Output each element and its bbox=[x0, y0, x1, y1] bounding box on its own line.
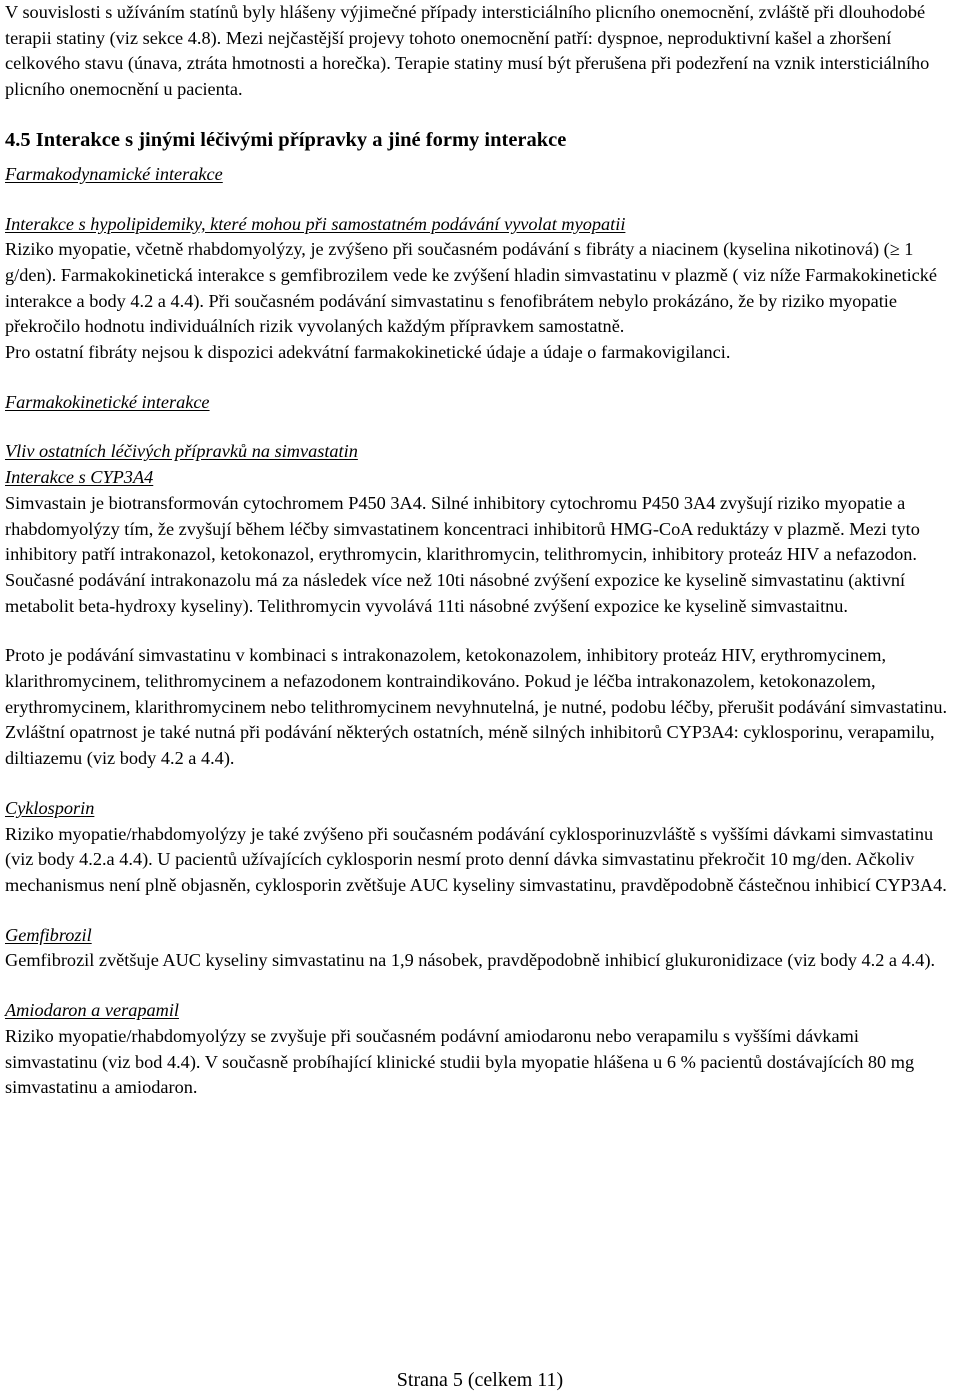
hypolipidemics-heading: Interakce s hypolipidemiky, které mohou při samostatném podávání vyvolat myopatii bbox=[5, 213, 626, 234]
hypolipidemics-paragraph: Riziko myopatie, včetně rhabdomyolýzy, je zvýšeno při současném podávání s fibráty a niacinem (kyselina nikotinová) (≥ 1 g/den). Farmakokinetická interakce s gemfibrozilem vede ke zvýšení hladin simvastatinu v plazmě ( viz níže Farmakokinetické interakce a body 4.2 a 4.4). Při současném podávání simvastatinu s fenofibrátem nebylo prokázáno, že by riziko myopatie překročilo hodnotu individuálních rizik vyvolaných každým přípravkem samostatně. bbox=[5, 239, 938, 337]
cyp3a4-paragraph: Simvastain je biotransformován cytochromem P450 3A4. Silné inhibitory cytochromu P450 3A4 zvyšují riziko myopatie a rhabdomyolýzy tím, že zvyšují během léčby simvastatinem koncentraci inhibitorů HMG-CoA reduktázy v plazmě. Mezi tyto inhibitory patří intrakonazol, ketokonazol, erythromycin, klarithromycin, telithromycin, inhibitory proteáz HIV a nefazodon. Současné podávání intrakonazolu má za následek více než 10ti násobné zvýšení expozice ke kyselině simvastatinu (aktivní metabolit beta-hydroxy kyseliny). Telithromycin vyvolává 11ti násobné zvýšení expozice ke kyselině simvastaitnu. bbox=[5, 492, 920, 616]
contraindication-paragraph: Proto je podávání simvastatinu v kombinaci s intrakonazolem, ketokonazolem, inhibitory proteáz HIV, erythromycinem, klarithromycinem, telithromycinem a nefazodonem kontraindikováno. Pokud je léčba intrakonazolem, ketokonazolem, erythromycinem, klarithromycinem nebo telithromycinem nevyhnutelná, je nutné, podobu léčby, přerušit podávání simvastatinu. Zvláštní opatrnost je také nutná při podávání některých ostatních, méně silných inhibitorů CYP3A4: cyklosporinu, verapamilu, diltiazemu (viz body 4.2 a 4.4). bbox=[5, 645, 948, 769]
amiodarone-heading: Amiodaron a verapamil bbox=[5, 1000, 179, 1021]
pharmacokinetic-heading: Farmakokinetické interakce bbox=[5, 391, 210, 412]
cyclosporin-paragraph: Riziko myopatie/rhabdomyolýzy je také zvýšeno při současném podávání cyklosporinuzvláště s vyššími dávkami simvastatinu (viz body 4.2.a 4.4). U pacientů užívajících cyklosporin nesmí proto denní dávka simvastatinu překročit 10 mg/den. Ačkoliv mechanismus není plně objasněn, cyklosporin zvětšuje AUC kyseliny simvastatinu, pravděpodobně částečnou inhibicí CYP3A4. bbox=[5, 823, 947, 895]
section-heading: 4.5 Interakce s jinými léčivými přípravky a jiné formy interakce bbox=[5, 128, 567, 151]
amiodarone-paragraph: Riziko myopatie/rhabdomyolýzy se zvyšuje při současném podávní amiodaronu nebo verapamilu s vyššími dávkami simvastatinu (viz bod 4.4). V současně probíhající klinické studii byla myopatie hlášena u 6 % pacientů dostávajících 80 mg simvastatinu a amiodaron. bbox=[5, 1025, 915, 1098]
document-page bbox=[5, 0, 955, 1101]
other-drugs-heading: Vliv ostatních léčivých přípravků na simvastatin bbox=[5, 441, 358, 462]
gemfibrozil-paragraph: Gemfibrozil zvětšuje AUC kyseliny simvastatinu na 1,9 násobek, pravděpodobně inhibicí glukuronidizace (viz body 4.2 a 4.4). bbox=[5, 950, 936, 971]
fibrates-paragraph: Pro ostatní fibráty nejsou k dispozici adekvátní farmakokinetické údaje a údaje o farmakovigilanci. bbox=[5, 342, 731, 363]
cyclosporin-heading: Cyklosporin bbox=[5, 797, 95, 818]
page-number: Strana 5 (celkem 11) bbox=[396, 1369, 564, 1391]
gemfibrozil-heading: Gemfibrozil bbox=[5, 924, 92, 945]
intro-paragraph: V souvislosti s užíváním statínů byly hlášeny výjimečné případy intersticiálního plicního onemocnění, zvláště při dlouhodobé terapii statiny (viz sekce 4.8). Mezi nejčastější projevy tohoto onemocnění patří: dyspnoe, neproduktivní kašel a zhoršení celkového stavu (únava, ztráta hmotnosti a horečka). Terapie statiny musí být přerušena při podezření na vznik intersticiálního plicního onemocnění u pacienta. bbox=[5, 2, 930, 100]
cyp3a4-heading: Interakce s CYP3A4 bbox=[5, 467, 154, 488]
pharmacodynamic-heading: Farmakodynamické interakce bbox=[5, 163, 223, 184]
